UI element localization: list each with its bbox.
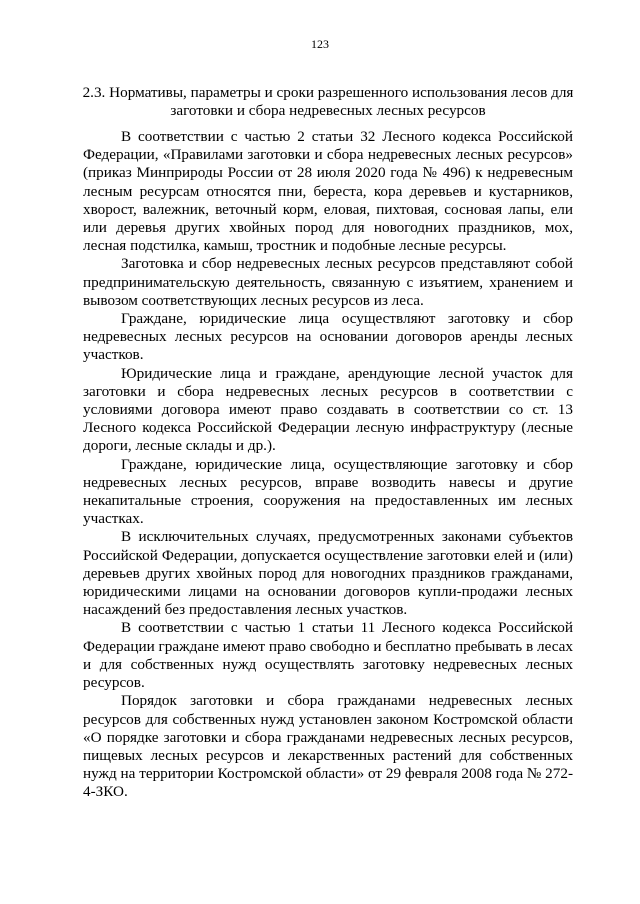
paragraph-7: В соответствии с частью 1 статьи 11 Лесного кодекса Российской Федерации граждане имеют право свободно и бесплатно пребывать в лесах и для собственных нужд осуществлять заготовку недревесных лесных ресурсов. bbox=[83, 619, 573, 692]
paragraph-6: В исключительных случаях, предусмотренных законами субъектов Российской Федерации, допускается осуществление заготовки елей и (или) деревьев других хвойных пород для новогодних праздников гражданами, юридическими лицами на основании договоров купли-продажи лесных насаждений без предоставления лесных участков. bbox=[83, 528, 573, 619]
paragraph-2: Заготовка и сбор недревесных лесных ресурсов представляют собой предпринимательскую деятельность, связанную с изъятием, хранением и вывозом соответствующих лесных ресурсов из леса. bbox=[83, 255, 573, 309]
page-number: 123 bbox=[311, 37, 329, 51]
section-title: 2.3. Нормативы, параметры и сроки разрешенного использования лесов для заготовки и сбора недревесных лесных ресурсов bbox=[82, 84, 574, 119]
paragraph-3: Граждане, юридические лица осуществляют заготовку и сбор недревесных лесных ресурсов на основании договоров аренды лесных участков. bbox=[83, 310, 573, 364]
paragraph-5: Граждане, юридические лица, осуществляющие заготовку и сбор недревесных лесных ресурсов, вправе возводить навесы и другие некапитальные строения, сооружения на предоставленных им лесных участках. bbox=[83, 455, 573, 528]
paragraph-1: В соответствии с частью 2 статьи 32 Лесного кодекса Российской Федерации, «Правилами заготовки и сбора недревесных лесных ресурсов» (приказ Минприроды России от 28 июля 2020 года № 496) к недревесным лесным ресурсам относятся пни, береста, кора деревьев и кустарников, хворост, валежник, веточный корм, еловая, пихтовая, сосновая лапы, ели или деревья других хвойных пород для новогодних праздников, мох, лесная подстилка, камыш, тростник и подобные лесные ресурсы. bbox=[83, 128, 573, 255]
body-text bbox=[83, 128, 573, 802]
paragraph-8: Порядок заготовки и сбора гражданами недревесных лесных ресурсов для собственных нужд установлен законом Костромской области «О порядке заготовки и сбора гражданами недревесных лесных ресурсов, пищевых лесных ресурсов и лекарственных растений для собственных нужд на территории Костромской области» от 29 февраля 2008 года № 272-4-ЗКО. bbox=[83, 692, 573, 801]
paragraph-4: Юридические лица и граждане, арендующие лесной участок для заготовки и сбора недревесных лесных ресурсов в соответствии с условиями договора имеют право создавать в соответствии со ст. 13 Лесного кодекса Российской Федерации лесную инфраструктуру (лесные дороги, лесные склады и др.). bbox=[83, 364, 573, 455]
